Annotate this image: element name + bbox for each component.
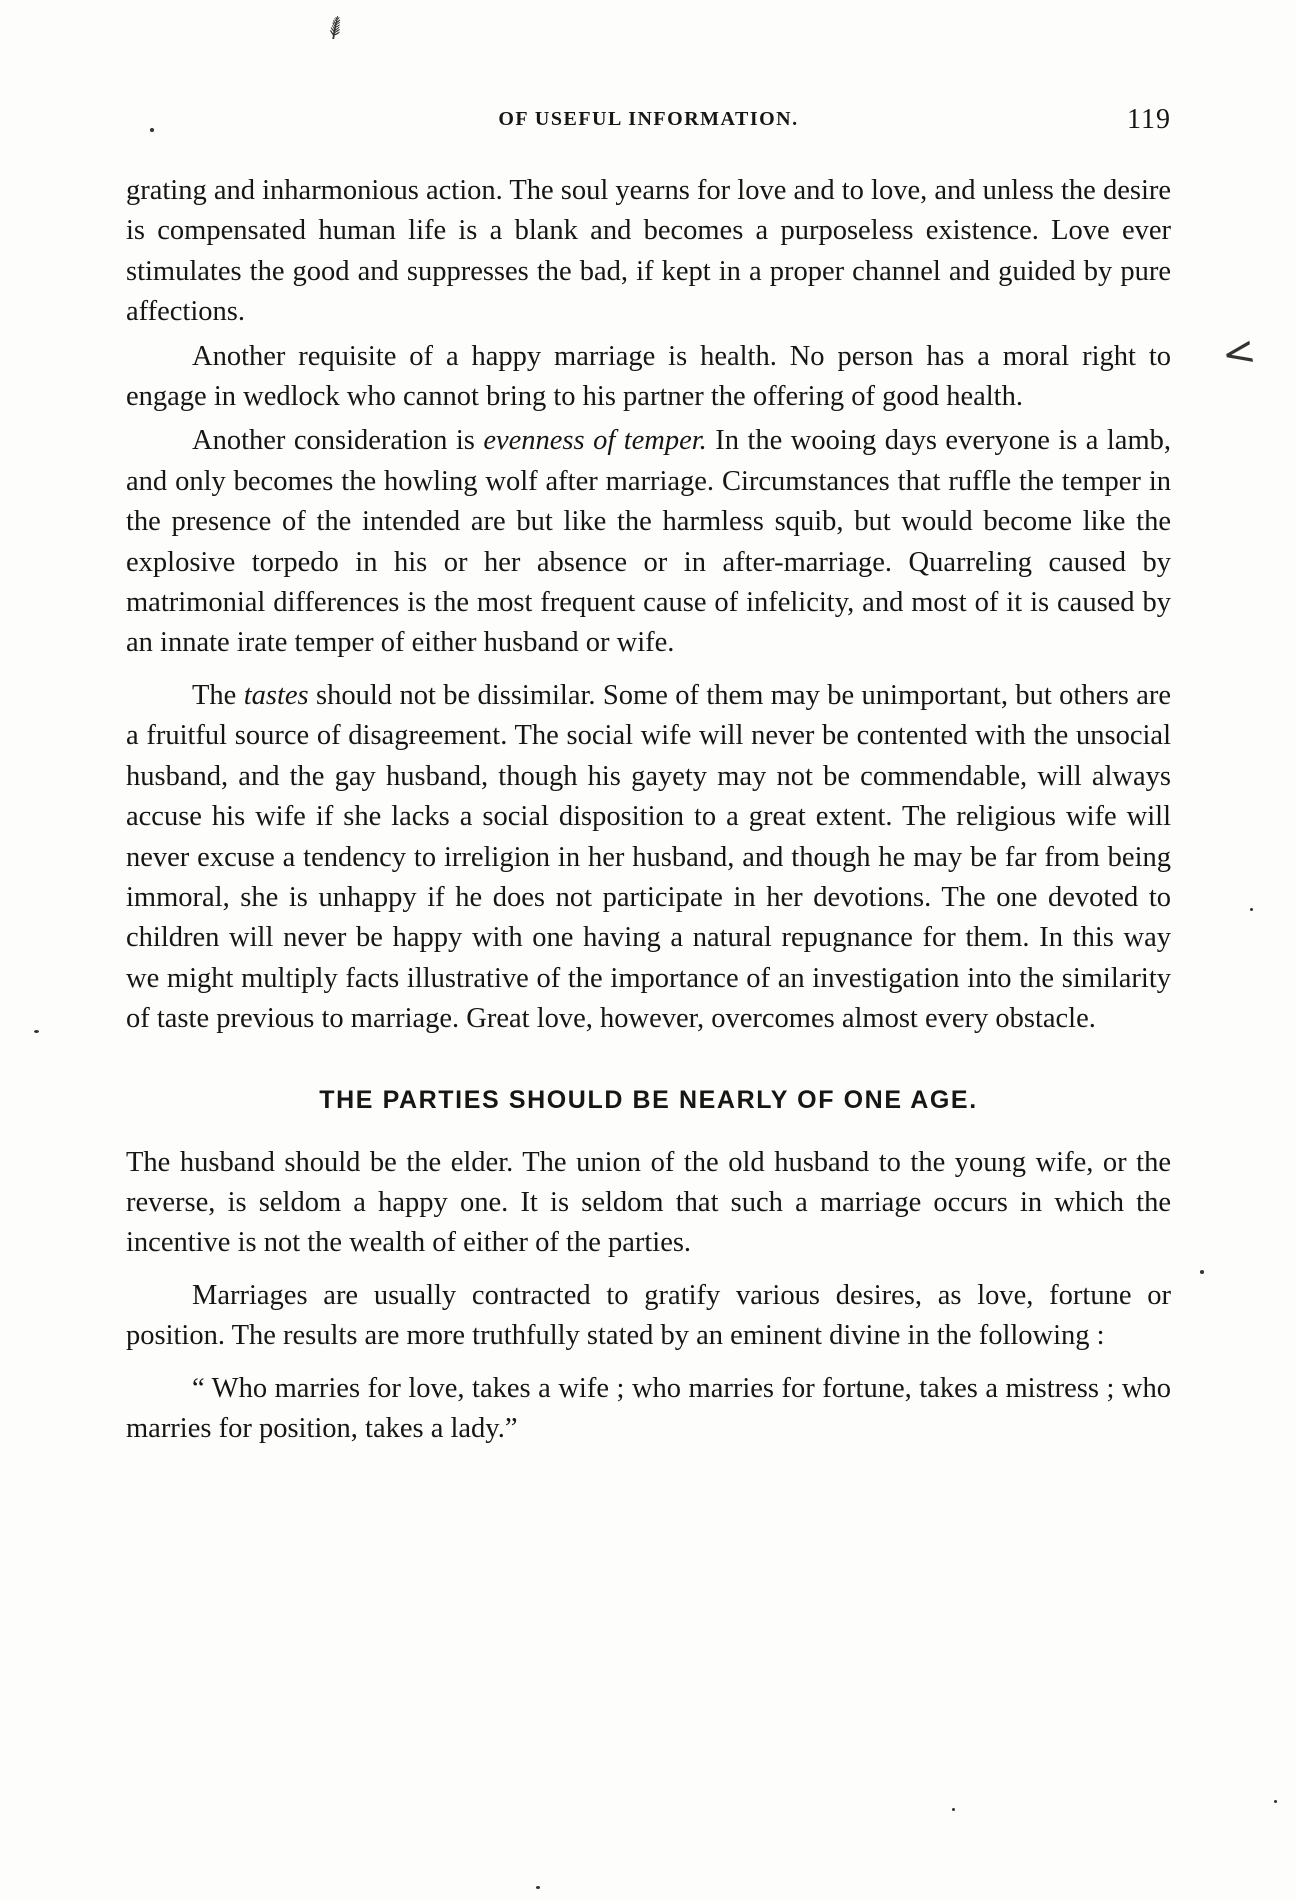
quotation: [126, 1369, 1171, 1450]
running-title: OF USEFUL INFORMATION.: [498, 108, 799, 130]
body-text: [126, 171, 1171, 1449]
scan-mark-top: ⸙: [316, 3, 355, 51]
scan-speck: [1274, 1800, 1277, 1803]
paragraph-1: [126, 171, 1171, 333]
paragraph-text: “ Who marries for love, takes a wife ; who marries for fortune, takes a mistress ; who marries for position, takes a lady.”: [126, 1372, 1171, 1444]
scan-speck: [1200, 1270, 1204, 1274]
page-number: 119: [1127, 104, 1171, 135]
paragraph-text: Marriages are usually contracted to gratify various desires, as love, fortune or position. The results are more truthfully stated by an eminent divine in the following :: [126, 1279, 1171, 1352]
emphasis-text: tastes: [243, 679, 309, 711]
scan-mark-margin: <: [1218, 327, 1260, 379]
scan-speck: [150, 128, 154, 132]
paragraph-text: grating and inharmonious action. The soul yearns for love and to love, and unless the desire is compensated human life is a blank and becomes a purposeless existence. Love ever stimulates the good and suppresses the bad, if kept in a proper channel and guided by pure affections.: [126, 175, 1172, 328]
section-heading: THE PARTIES SHOULD BE NEARLY OF ONE AGE.: [319, 1085, 978, 1114]
scan-speck: [1250, 908, 1253, 911]
section-paragraph-2: [126, 1276, 1171, 1357]
paragraph-text: In the wooing days everyone is a lamb, and only becomes the howling wolf after marriage. Circumstances that ruffle the temper in the presence of the intended are but like the harmless squib, but would become like the explosive torpedo in his or her absence or in after-marriage. Quarreling caused by matrimonial differences is the most frequent cause of infelicity, and most of it is caused by an innate irate temper of either husband or wife.: [126, 425, 1172, 659]
emphasis-text: evenness of temper.: [483, 425, 707, 457]
paragraph-4: [126, 676, 1171, 1040]
scan-speck: [536, 1886, 540, 1889]
paragraph-text: should not be dissimilar. Some of them may be unimportant, but others are a fruitful source of disagreement. The social wife will never be contented with the unsocial husband, and the gay husband, though his gayety may not be commendable, will always accuse his wife if she lacks a social disposition to a great extent. The religious wife will never excuse a tendency to irreligion in her husband, and though he may be far from being immoral, she is unhappy if he does not participate in her devotions. The one devoted to children will never be happy with one having a natural repugnance for them. In this way we might multiply facts illustrative of the importance of an investigation into the similarity of taste previous to marriage. Great love, however, overcomes almost every obstacle.: [126, 679, 1172, 1035]
running-head: [126, 106, 1171, 136]
scan-speck: [952, 1808, 955, 1811]
paragraph-text: Another requisite of a happy marriage is health. No person has a moral right to engage in wedlock who cannot bring to his partner the offering of good health.: [126, 340, 1171, 413]
paragraph-3: [126, 421, 1171, 663]
scan-speck: [34, 1030, 39, 1033]
paragraph-2: [126, 337, 1171, 418]
section-paragraph-1: [126, 1143, 1171, 1264]
paragraph-text: The husband should be the elder. The union of the old husband to the young wife, or the reverse, is seldom a happy one. It is seldom that such a marriage occurs in which the incentive is not the wealth of either of the parties.: [126, 1146, 1171, 1259]
paragraph-text: Another consideration is: [192, 425, 484, 457]
paragraph-text: The: [192, 679, 244, 711]
